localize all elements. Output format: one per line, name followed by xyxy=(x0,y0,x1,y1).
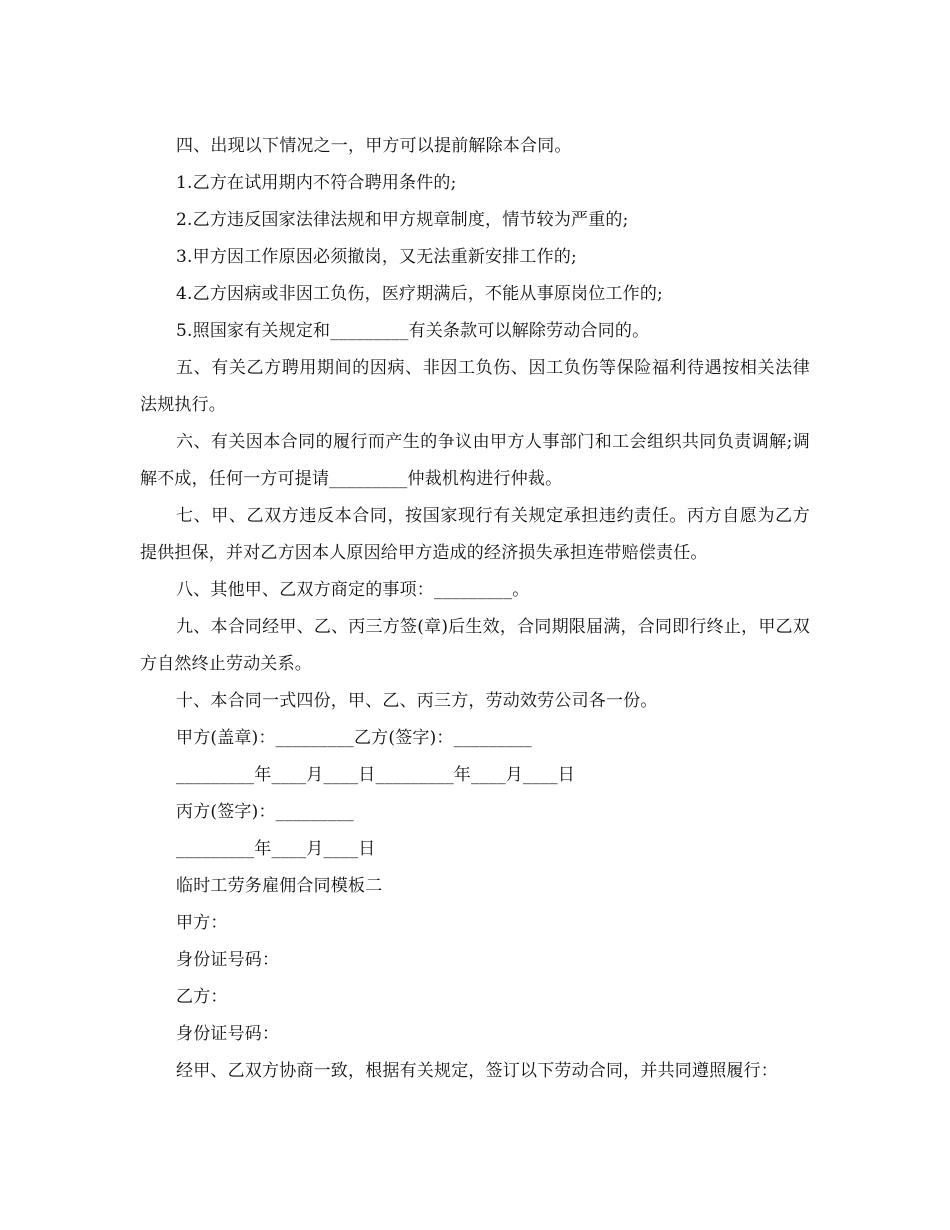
clause-ten: 十、本合同一式四份，甲、乙、丙三方，劳动效劳公司各一份。 xyxy=(176,691,658,711)
party-a-id-field: 身份证号码： xyxy=(176,950,280,970)
clause-four-item-5: 5.照国家有关规定和_________有关条款可以解除劳动合同的。 xyxy=(176,321,650,341)
clause-four-item-1: 1.乙方在试用期内不符合聘用条件的; xyxy=(176,173,457,193)
clause-five: 五、有关乙方聘用期间的因病、非因工负伤、因工负伤等保险福利待遇按相关法律法规执行。 xyxy=(140,358,810,415)
signature-line-guarantor: 丙方(签字)：_________ xyxy=(176,802,354,822)
signature-line-parties: 甲方(盖章)：_________乙方(签字)：_________ xyxy=(176,728,532,748)
party-b-id-field: 身份证号码： xyxy=(176,1024,280,1044)
party-b-field: 乙方： xyxy=(176,987,228,1007)
agreement-intro: 经甲、乙双方协商一致，根据有关规定，签订以下劳动合同，并共同遵照履行： xyxy=(176,1061,778,1081)
clause-nine: 九、本合同经甲、乙、丙三方签(章)后生效，合同期限届满，合同即行终止，甲乙双方自然终止劳动关系。 xyxy=(140,617,810,674)
template-two-title: 临时工劳务雇佣合同模板二 xyxy=(176,876,383,896)
clause-four-heading: 四、出现以下情况之一，甲方可以提前解除本合同。 xyxy=(176,136,572,156)
clause-four-item-3: 3.甲方因工作原因必须撤岗，又无法重新安排工作的; xyxy=(176,247,577,267)
clause-seven: 七、甲、乙双方违反本合同，按国家现行有关规定承担违约责任。丙方自愿为乙方提供担保，并对乙方因本人原因给甲方造成的经济损失承担连带赔偿责任。 xyxy=(140,506,810,563)
clause-six: 六、有关因本合同的履行而产生的争议由甲方人事部门和工会组织共同负责调解;调解不成，任何一方可提请_________仲裁机构进行仲裁。 xyxy=(140,432,810,489)
clause-four-item-4: 4.乙方因病或非因工负伤，医疗期满后，不能从事原岗位工作的; xyxy=(176,284,663,304)
guarantor-date-line: _________年____月____日 xyxy=(176,839,376,859)
document-body xyxy=(140,128,810,1090)
party-a-field: 甲方： xyxy=(176,913,228,933)
clause-four-item-2: 2.乙方违反国家法律法规和甲方规章制度，情节较为严重的; xyxy=(176,210,629,230)
clause-eight: 八、其他甲、乙双方商定的事项：_________。 xyxy=(176,580,530,600)
signature-date-line: _________年____月____日_________年____月____日 xyxy=(176,765,575,785)
